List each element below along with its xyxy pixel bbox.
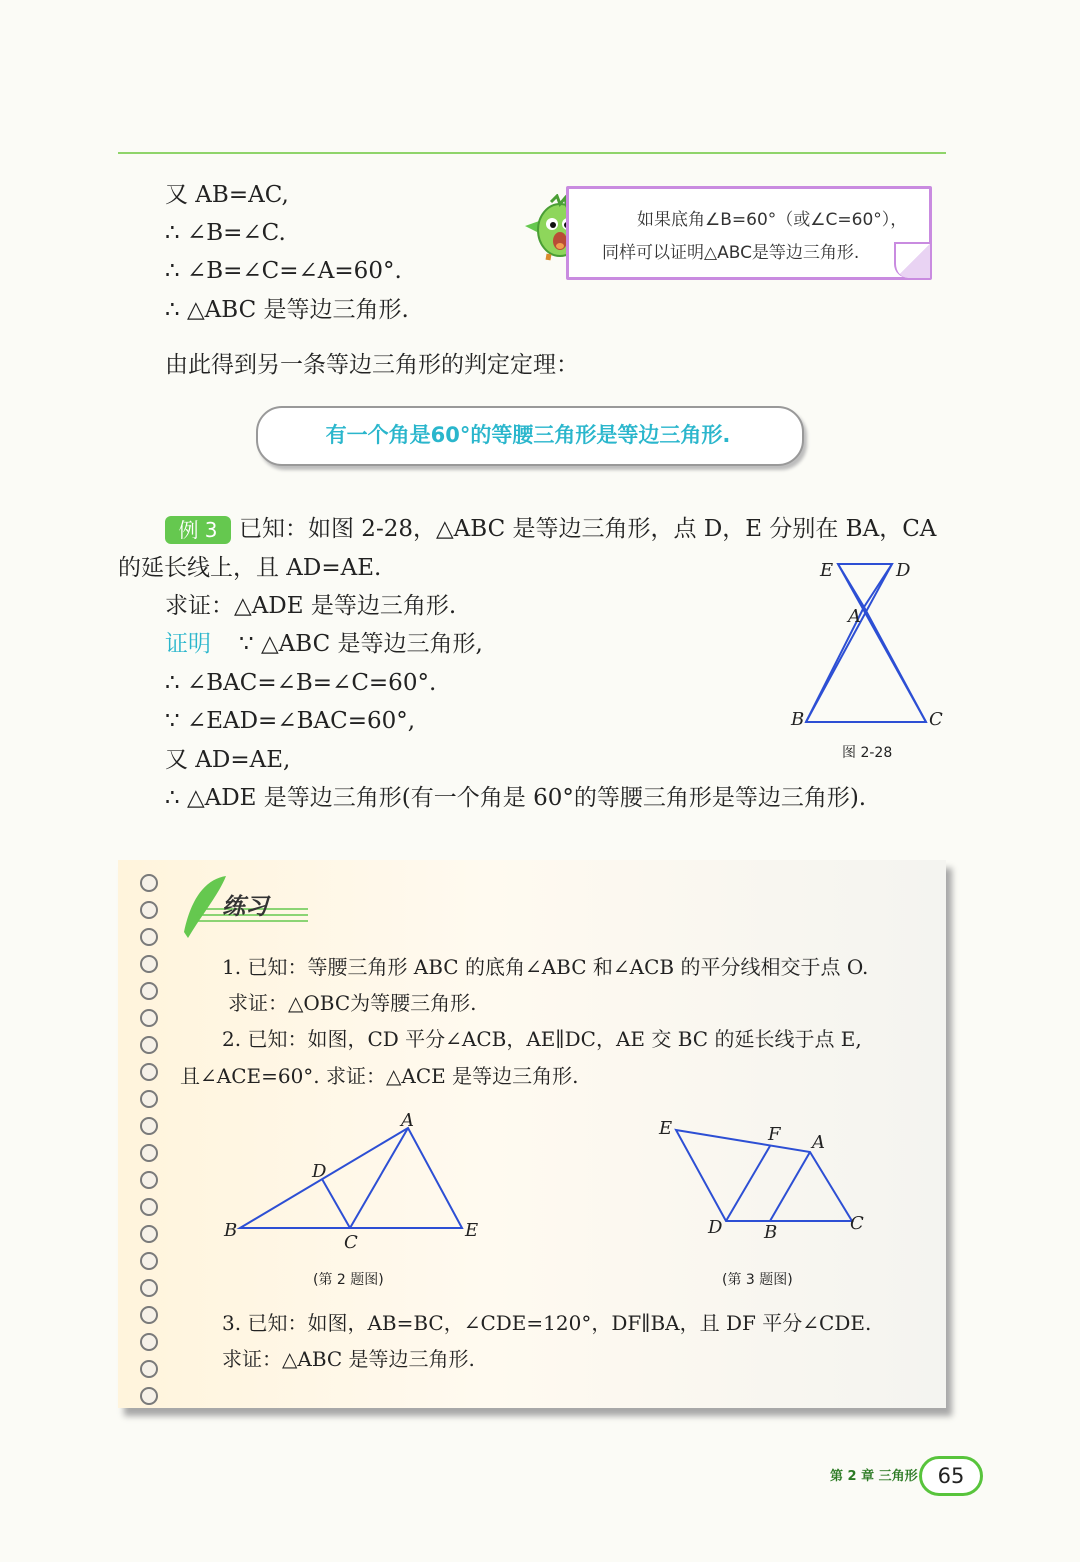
example-line-4: ∵ △ABC 是等边三角形,: [239, 631, 483, 657]
fig3-label-c: C: [850, 1213, 864, 1234]
chapter-footer: 第 2 章 三角形: [830, 1469, 918, 1484]
binder-ring: [140, 928, 158, 946]
binder-ring: [140, 1036, 158, 1054]
fig2-label-e: E: [465, 1220, 479, 1241]
fig2-label-d: D: [312, 1161, 327, 1182]
binder-ring: [140, 955, 158, 973]
example-line-8: ∴ △ADE 是等边三角形(有一个角是 60°的等腰三角形是等边三角形).: [165, 785, 867, 811]
proof-line-1: 又 AB=AC,: [165, 182, 289, 208]
binder-ring: [140, 1063, 158, 1081]
fig3-label-f: F: [768, 1124, 781, 1145]
figure-2-28-caption: 图 2-28: [842, 745, 893, 761]
example-line-3: 求证：△ADE 是等边三角形.: [165, 593, 457, 619]
exercise-q3-line2: 求证：△ABC 是等边三角形.: [222, 1347, 475, 1371]
exercise-figure-3-caption: (第 3 题图): [722, 1272, 793, 1288]
note-line-1: 如果底角∠B=60°（或∠C=60°），: [637, 210, 908, 230]
binder-ring: [140, 874, 158, 892]
example-line-6: ∵ ∠EAD=∠BAC=60°,: [165, 708, 416, 734]
fig-228-label-e: E: [820, 560, 834, 581]
note-page-curl: [894, 242, 930, 278]
binder-ring: [140, 1279, 158, 1297]
fig3-label-b: B: [764, 1222, 778, 1243]
binder-ring: [140, 1387, 158, 1405]
example-line-7: 又 AD=AE,: [165, 747, 291, 773]
exercise-figure-3: [650, 1112, 880, 1244]
note-box: [566, 186, 932, 280]
fig3-label-d: D: [708, 1217, 723, 1238]
note-line-2: 同样可以证明△ABC是等边三角形.: [602, 243, 860, 263]
figure-2-28: [786, 552, 946, 742]
example-tag: 例 3: [165, 516, 231, 544]
exercise-q1-line2: 求证：△OBC为等腰三角形.: [228, 991, 477, 1015]
proof-label: 证明: [165, 631, 211, 657]
exercise-q3-line1: 3. 已知：如图，AB=BC，∠CDE=120°，DF∥BA，且 DF 平分∠CDE.: [222, 1311, 872, 1335]
example-line-2: 的延长线上，且 AD=AE.: [118, 555, 382, 581]
fig2-label-b: B: [224, 1220, 238, 1241]
binder-ring: [140, 1333, 158, 1351]
binder-ring: [140, 1306, 158, 1324]
binder-ring: [140, 1198, 158, 1216]
binder-ring: [140, 1252, 158, 1270]
binder-ring: [140, 1171, 158, 1189]
exercise-figure-2: [220, 1110, 490, 1256]
exercise-title: 练习: [222, 894, 268, 920]
fig3-label-a: A: [812, 1132, 825, 1153]
exercise-figure-2-caption: (第 2 题图): [313, 1272, 384, 1288]
theorem-text: 有一个角是60°的等腰三角形是等边三角形.: [325, 423, 731, 447]
top-rule: [118, 152, 946, 154]
fig2-label-a: A: [401, 1110, 414, 1131]
fig-228-label-b: B: [791, 709, 805, 730]
fig3-label-e: E: [659, 1118, 673, 1139]
binder-ring: [140, 1360, 158, 1378]
fig-228-label-a: A: [848, 606, 861, 627]
fig-228-label-c: C: [929, 709, 943, 730]
binder-ring: [140, 1144, 158, 1162]
binder-ring: [140, 1225, 158, 1243]
exercise-q2-line2: 且∠ACE=60°. 求证：△ACE 是等边三角形.: [180, 1064, 579, 1088]
page-number: 65: [919, 1456, 983, 1496]
exercise-q1-line1: 1. 已知：等腰三角形 ABC 的底角∠ABC 和∠ACB 的平分线相交于点 O.: [222, 955, 869, 979]
proof-line-4: ∴ △ABC 是等边三角形.: [165, 297, 409, 323]
binder-ring: [140, 1090, 158, 1108]
binder-ring: [140, 982, 158, 1000]
binder-ring: [140, 901, 158, 919]
fig2-label-c: C: [344, 1232, 358, 1253]
binder-ring: [140, 1009, 158, 1027]
fig-228-label-d: D: [896, 560, 911, 581]
exercise-q2-line1: 2. 已知：如图，CD 平分∠ACB，AE∥DC，AE 交 BC 的延长线于点 E,: [222, 1027, 862, 1051]
theorem-lead-text: 由此得到另一条等边三角形的判定定理：: [165, 352, 579, 378]
proof-line-3: ∴ ∠B=∠C=∠A=60°.: [165, 258, 402, 284]
binder-ring: [140, 1117, 158, 1135]
proof-line-2: ∴ ∠B=∠C.: [165, 220, 286, 246]
example-line-1: 已知：如图 2-28，△ABC 是等边三角形，点 D，E 分别在 BA，CA: [239, 516, 937, 542]
example-line-5: ∴ ∠BAC=∠B=∠C=60°.: [165, 670, 437, 696]
